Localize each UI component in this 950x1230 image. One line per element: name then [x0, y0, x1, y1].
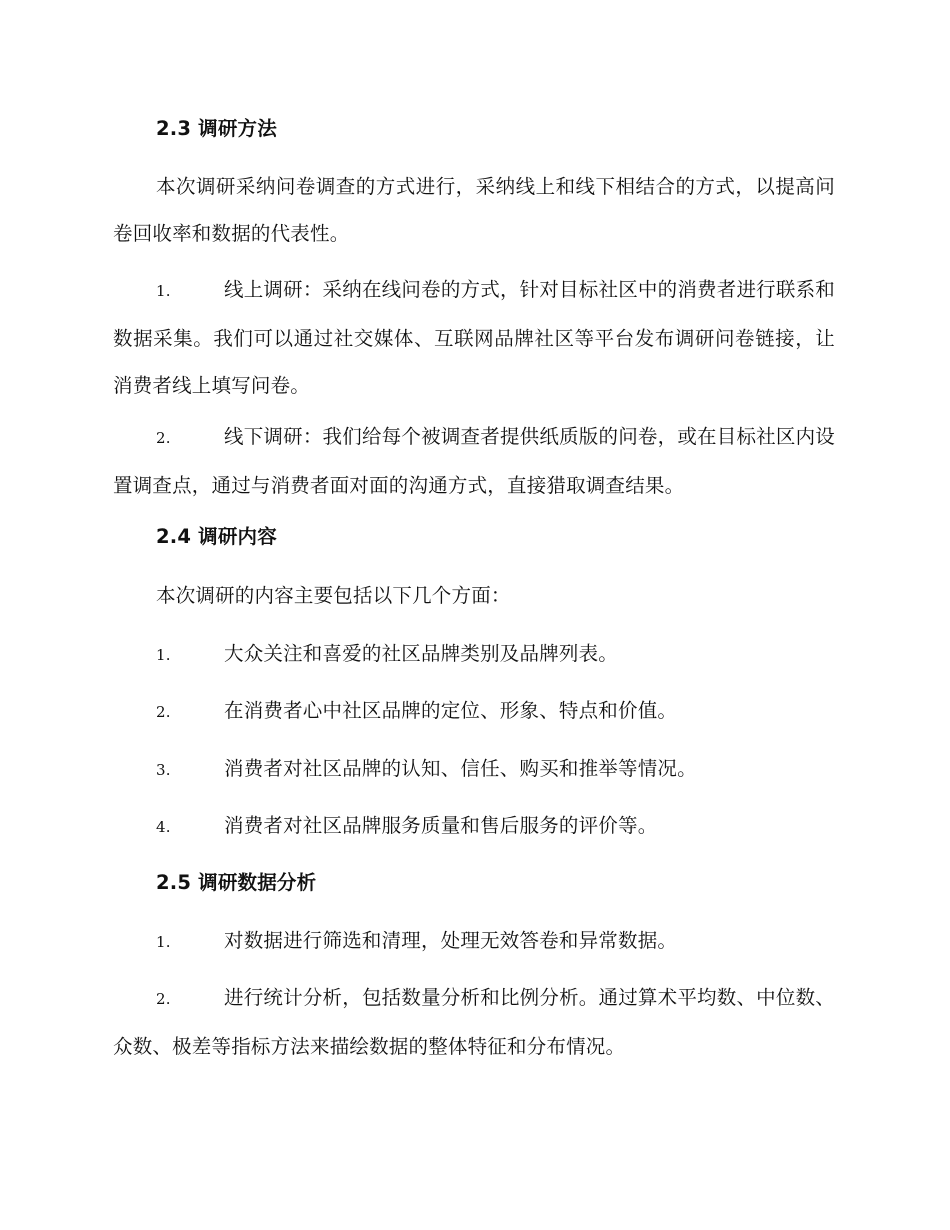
section-heading: 2.4 调研内容: [156, 525, 277, 548]
list-item: [113, 974, 835, 1070]
list-item: [113, 630, 835, 679]
list-item-text: 在消费者心中社区品牌的定位、形象、特点和价值。: [224, 699, 678, 722]
list-item-text: 消费者对社区品牌的认知、信任、购买和推举等情况。: [224, 757, 697, 780]
list-item-number: 3.: [156, 761, 171, 779]
list-item-text: 线上调研：采纳在线问卷的方式，针对目标社区中的消费者进行联系和数据采集。我们可以通过社交媒体、互联网品牌社区等平台发布调研问卷链接，让消费者线上填写问卷。: [113, 278, 835, 397]
section-intro: 本次调研的内容主要包括以下几个方面：: [156, 584, 511, 607]
section-intro: 本次调研采纳问卷调查的方式进行，采纳线上和线下相结合的方式，以提高问卷回收率和数据的代表性。: [113, 175, 835, 245]
list-item: [113, 802, 835, 851]
list-item: [113, 266, 835, 409]
list-item-number: 2.: [156, 990, 171, 1008]
list-item-number: 1.: [156, 933, 171, 951]
list-item-text: 进行统计分析，包括数量分析和比例分析。通过算术平均数、中位数、众数、极差等指标方法来描绘数据的整体特征和分布情况。: [113, 986, 835, 1058]
section-heading: 2.3 调研方法: [156, 117, 277, 140]
list-item: [113, 745, 835, 794]
list-item-number: 4.: [156, 818, 171, 836]
list-item-number: 1.: [156, 646, 171, 664]
list-item-text: 对数据进行筛选和清理，处理无效答卷和异常数据。: [224, 929, 678, 952]
list-item-number: 1.: [156, 282, 171, 300]
list-item-text: 大众关注和喜爱的社区品牌类别及品牌列表。: [224, 642, 619, 665]
list-item-text: 消费者对社区品牌服务质量和售后服务的评价等。: [224, 814, 658, 837]
list-item: [113, 917, 835, 966]
list-item-number: 2.: [156, 429, 171, 447]
list-item: [113, 687, 835, 736]
section-heading: 2.5 调研数据分析: [156, 871, 317, 894]
list-item: [113, 413, 835, 509]
list-item-number: 2.: [156, 703, 171, 721]
list-item-text: 线下调研：我们给每个被调查者提供纸质版的问卷，或在目标社区内设置调查点，通过与消费者面对面的沟通方式，直接猎取调查结果。: [113, 425, 835, 497]
